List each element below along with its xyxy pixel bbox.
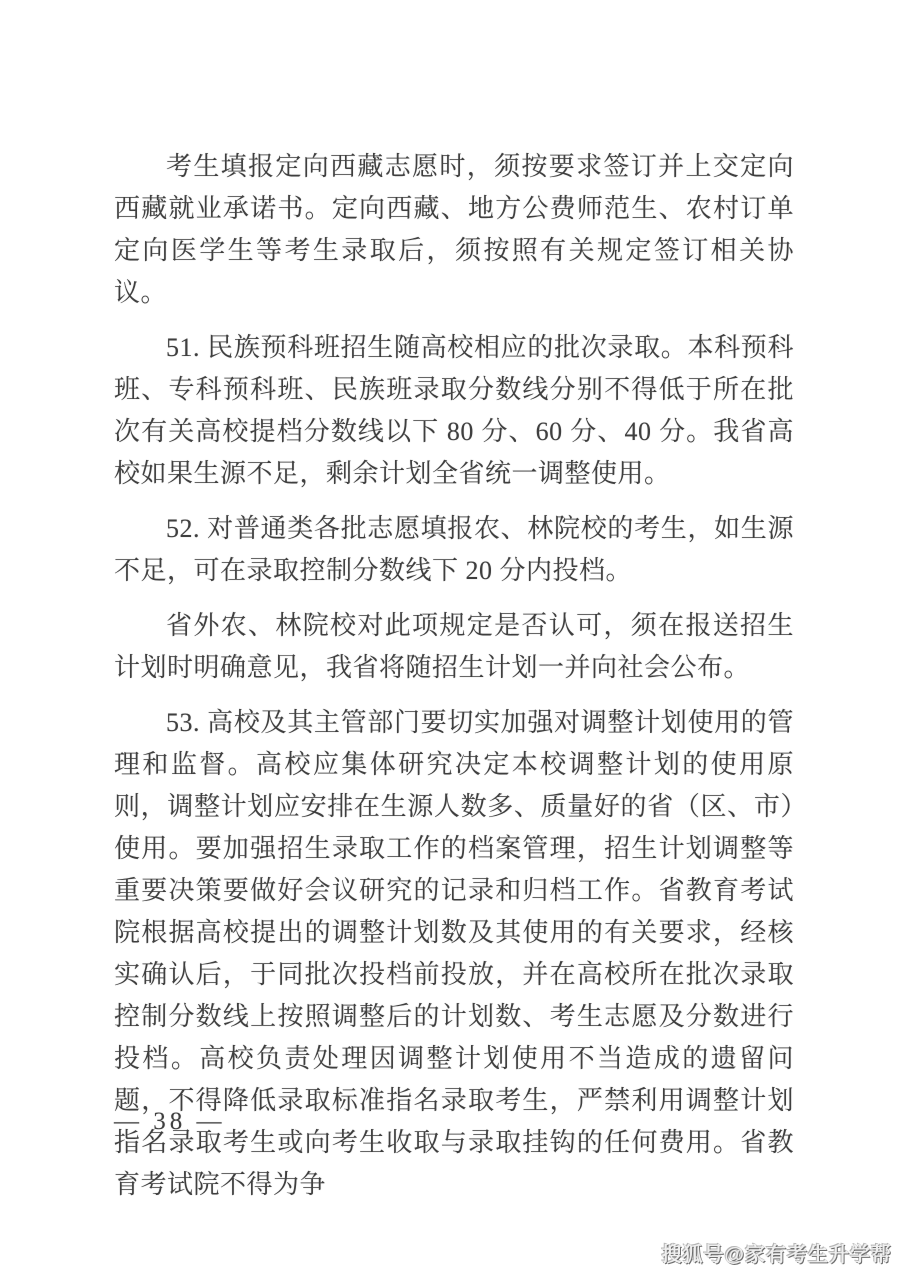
paragraph-item-52-note: 省外农、林院校对此项规定是否认可，须在报送招生计划时明确意见，我省将随招生计划一并向社会公布。 <box>114 611 794 682</box>
page-number: — 38 — <box>114 1108 226 1135</box>
paragraph-item-53: 53. 高校及其主管部门要切实加强对调整计划使用的管理和监督。高校应集体研究决定本校调整计划的使用原则，调整计划应安排在生源人数多、质量好的省（区、市）使用。要加强招生录取工作的档案管理，招生计划调整等重要决策要做好会议研究的记录和归档工作。省教育考试院根据高校提出的调整计划数及其使用的有关要求，经核实确认后，于同批次投档前投放，并在高校所在批次录取控制分数线上按照调整后的计划数、考生志愿及分数进行投档。高校负责处理因调整计划使用不当造成的遗留问题，不得降低录取标准指名录取考生，严禁利用调整计划指名录取考生或向考生收取与录取挂钩的任何费用。省教育考试院不得为争 <box>114 708 794 1199</box>
paragraph-item-52: 52. 对普通类各批志愿填报农、林院校的考生，如生源不足，可在录取控制分数线下 20 分内投档。 <box>114 514 794 585</box>
paragraph-item-51: 51. 民族预科班招生随高校相应的批次录取。本科预科班、专科预科班、民族班录取分数线分别不得低于所在批次有关高校提档分数线以下 80 分、60 分、40 分。我省高校如果生源不足，剩余计划全省统一调整使用。 <box>114 333 794 488</box>
paragraph-intro: 考生填报定向西藏志愿时，须按要求签订并上交定向西藏就业承诺书。定向西藏、地方公费师范生、农村订单定向医学生等考生录取后，须按照有关规定签订相关协议。 <box>114 152 794 307</box>
document-body <box>114 146 794 1219</box>
watermark-sohu: 搜狐号@家有考生升学帮 <box>661 1244 892 1266</box>
